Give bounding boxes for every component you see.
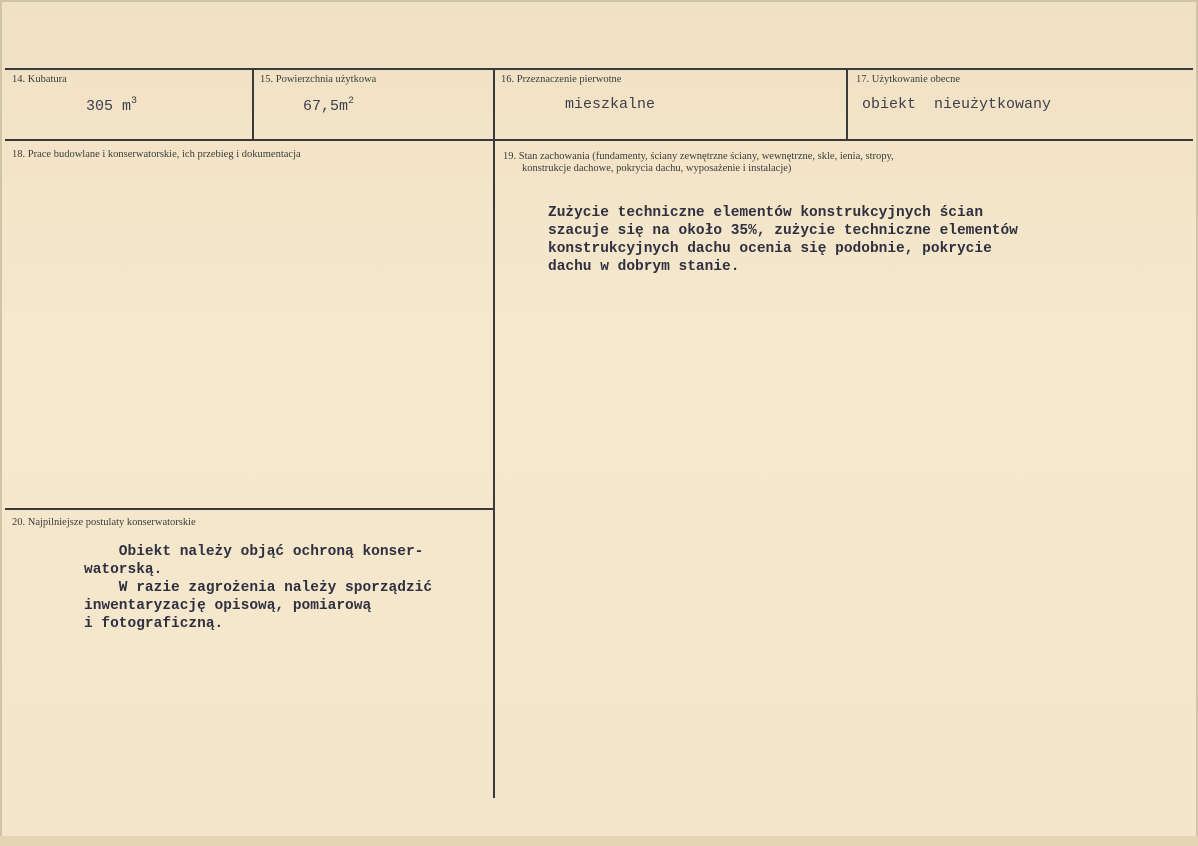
field-19-label-line-2: konstrukcje dachowe, pokrycia dachu, wyposażenie i instalacje) [522, 163, 792, 174]
field-19-text-line-3: konstrukcyjnych dachu ocenia się podobnie, pokrycie [548, 241, 992, 257]
field-19-text-line-1: Zużycie techniczne elementów konstrukcyjnych ścian [548, 205, 984, 221]
field-15-label: 15. Powierzchnia użytkowa [260, 74, 377, 85]
row2-split-rule [5, 508, 495, 510]
field-17-label: 17. Użytkowanie obecne [856, 74, 961, 85]
field-15-unit-sup: 2 [348, 96, 355, 107]
field-16-label: 16. Przeznaczenie pierwotne [501, 74, 622, 85]
field-20-text-line-3: W razie zagrożenia należy sporządzić [84, 580, 433, 596]
field-19-text-line-4: dachu w dobrym stanie. [548, 259, 740, 275]
card-bottom-edge [0, 836, 1198, 846]
field-20-text-line-2: watorską. [84, 562, 163, 578]
field-20-text-line-5: i fotograficzną. [84, 616, 224, 632]
field-16-value: mieszkalne [565, 96, 656, 113]
top-rule [5, 68, 1193, 70]
field-19-label-line-1: 19. Stan zachowania (fundamenty, ściany zewnętrzne ściany, wewnętrzne, skle, ienia, stropy, [503, 151, 894, 162]
field-17-value: obiekt nieużytkowany [862, 96, 1052, 113]
col-divider-3 [846, 68, 848, 141]
field-14-unit-sup: 3 [131, 96, 138, 107]
row1-bottom-rule [5, 139, 1193, 141]
col-divider-2 [493, 68, 495, 798]
field-15-value [303, 98, 354, 115]
field-19-text-line-2: szacuje się na około 35%, zużycie techniczne elementów [548, 223, 1018, 239]
field-20-label: 20. Najpilniejsze postulaty konserwatorskie [12, 517, 196, 528]
col-divider-1 [252, 68, 254, 141]
field-14-value [86, 98, 137, 115]
field-20-text-line-1: Obiekt należy objąć ochroną konser- [84, 544, 424, 560]
field-20-text-line-4: inwentaryzację opisową, pomiarową [84, 598, 372, 614]
field-14-label: 14. Kubatura [12, 74, 67, 85]
field-15-value-text: 67,5m [303, 98, 349, 115]
field-14-value-text: 305 m [86, 98, 132, 115]
field-18-label: 18. Prace budowlane i konserwatorskie, ich przebieg i dokumentacja [12, 149, 301, 160]
